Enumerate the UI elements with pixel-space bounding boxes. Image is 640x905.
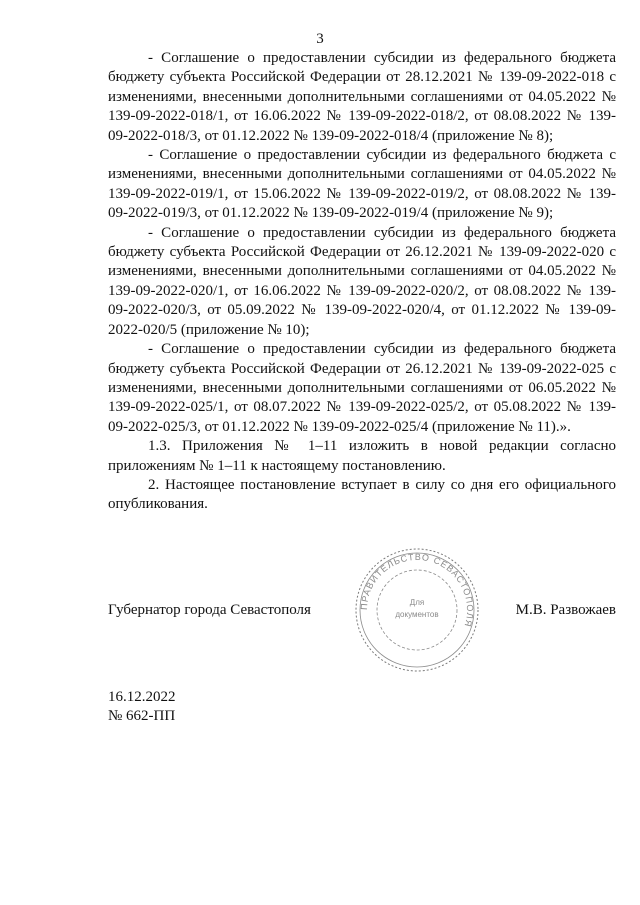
document-date: 16.12.2022 — [108, 689, 176, 705]
signatory-position: Губернатор города Севастополя — [108, 602, 311, 618]
paragraph-clause-2: 2. Настоящее постановление вступает в силу со дня его официального опубликования. — [108, 476, 616, 513]
paragraph-agreement-8: - Соглашение о предоставлении субсидии из федерального бюджета бюджету субъекта Российской Федерации от 28.12.2021 № 139-09-2022-018 с изменениями, внесенными дополнительными соглашениями от 04.05.2022 № 139-09-2022-018/1, от 16.06.2022 № 139-09-2022-018/2, от 08.08.2022 № 139-09-2022-018/3, от 01.12.2022 № 139-09-2022-018/4 (приложение № 8); — [108, 50, 616, 144]
signatory-name: М.В. Развожаев — [515, 602, 616, 618]
stamp-center-line-1: Для — [409, 598, 425, 607]
paragraph-agreement-9: - Соглашение о предоставлении субсидии из федерального бюджета с изменениями, внесенными дополнительными соглашениями от 04.05.2022 № 139-09-2022-019/1, от 15.06.2022 № 139-09-2022-019/2, от 08.08.2022 № 139-09-2022-019/3, от 01.12.2022 № 139-09-2022-019/4 (приложение № 9); — [108, 147, 616, 222]
page-number: 3 — [316, 31, 324, 47]
paragraph-clause-1-3: 1.3. Приложения № 1–11 изложить в новой редакции согласно приложениям № 1–11 к настоящему постановлению. — [108, 438, 616, 474]
stamp-center-line-2: документов — [395, 610, 439, 619]
document-footer — [108, 688, 176, 726]
document-body — [108, 49, 616, 515]
document-number: № 662-ПП — [108, 708, 176, 724]
paragraph-agreement-11: - Соглашение о предоставлении субсидии из федерального бюджета бюджету субъекта Российской Федерации от 26.12.2021 № 139-09-2022-025 с изменениями, внесенными дополнительными соглашениями от 06.05.2022 № 139-09-2022-025/1, от 08.07.2022 № 139-09-2022-025/2, от 05.08.2022 № 139-09-2022-025/3, от 01.12.2022 № 139-09-2022-025/4 (приложение № 11).». — [108, 341, 616, 435]
official-seal-stamp — [352, 545, 482, 675]
stamp-outer-text: ПРАВИТЕЛЬСТВО СЕВАСТОПОЛЯ — [358, 551, 476, 629]
paragraph-agreement-10: - Соглашение о предоставлении субсидии из федерального бюджета бюджету субъекта Российской Федерации от 26.12.2021 № 139-09-2022-020 с изменениями, внесенными дополнительными соглашениями от 04.05.2022 № 139-09-2022-020/1, от 16.06.2022 № 139-09-2022-020/2, от 08.08.2022 № 139-09-2022-020/3, от 05.09.2022 № 139-09-2022-020/4, от 01.12.2022 № 139-09-2022-020/5 (приложение № 10); — [108, 224, 616, 338]
